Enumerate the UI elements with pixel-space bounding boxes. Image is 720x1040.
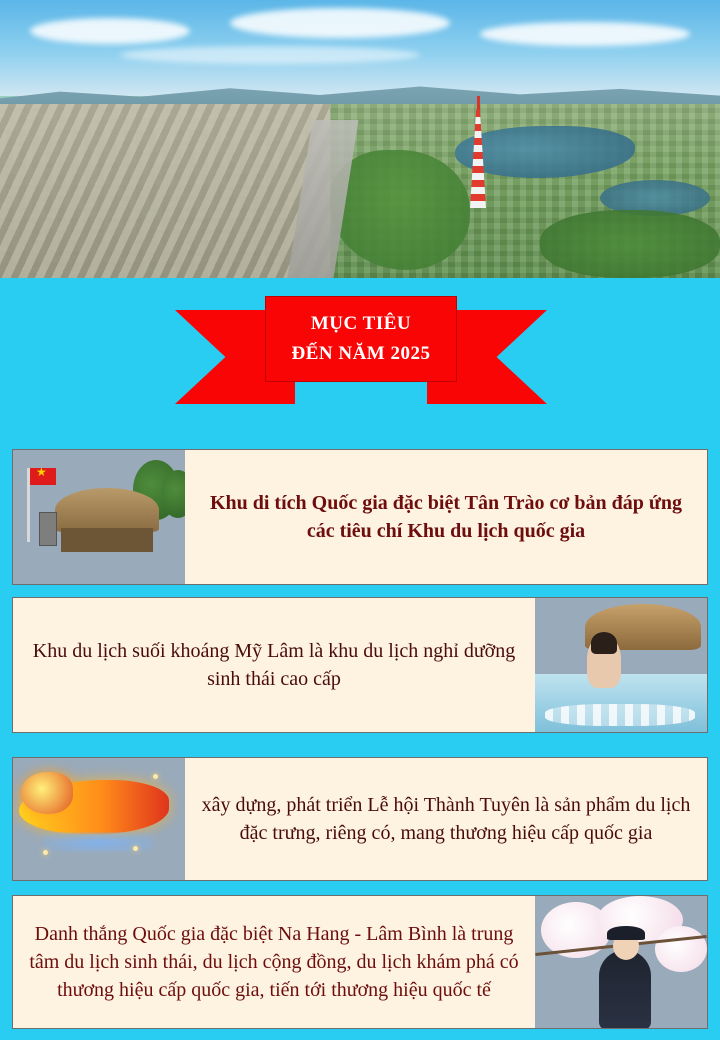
tree-cluster: [540, 210, 720, 278]
ribbon-center: [265, 296, 457, 382]
goal-text-container: [13, 896, 535, 1028]
banner-line-1: MỤC TIÊU: [310, 313, 412, 334]
goal-card-na-hang-lam-binh: [12, 895, 708, 1029]
broadcast-tower-icon: [466, 96, 490, 208]
goal-text: Danh thắng Quốc gia đặc biệt Na Hang - Lâm Bình là trung tâm du lịch sinh thái, du lịch cộng đồng, du lịch khám phá có thương hiệu cấp quốc gia, tiến tới thương hiệu quốc tế: [29, 923, 519, 1001]
title-ribbon: [175, 296, 547, 408]
goal-text-container: [185, 450, 707, 584]
goal-text-container: [13, 598, 535, 732]
goal-card-tan-trao: [12, 449, 708, 585]
goal-text: xây dựng, phát triển Lễ hội Thành Tuyên là sản phẩm du lịch đặc trưng, riêng có, mang thương hiệu cấp quốc gia: [201, 794, 691, 844]
cloud-shape: [230, 8, 450, 38]
cloud-shape: [480, 22, 690, 46]
banner-line-2: ĐẾN NĂM 2025: [291, 343, 431, 364]
tan-trao-photo: [13, 450, 185, 584]
goal-card-my-lam: [12, 597, 708, 733]
cloud-shape: [120, 46, 420, 64]
na-hang-photo: [535, 896, 707, 1028]
thanh-tuyen-festival-photo: [13, 758, 185, 880]
cloud-shape: [30, 18, 190, 44]
goal-text: Khu di tích Quốc gia đặc biệt Tân Trào cơ bản đáp ứng các tiêu chí Khu du lịch quốc gia: [209, 492, 683, 542]
my-lam-photo: [535, 598, 707, 732]
hero-aerial-photo: [0, 0, 720, 278]
goal-text: Khu du lịch suối khoáng Mỹ Lâm là khu du lịch nghỉ dưỡng sinh thái cao cấp: [32, 640, 516, 690]
urban-buildings-region: [0, 104, 330, 278]
goal-card-le-hoi-thanh-tuyen: [12, 757, 708, 881]
goal-text-container: [185, 758, 707, 880]
